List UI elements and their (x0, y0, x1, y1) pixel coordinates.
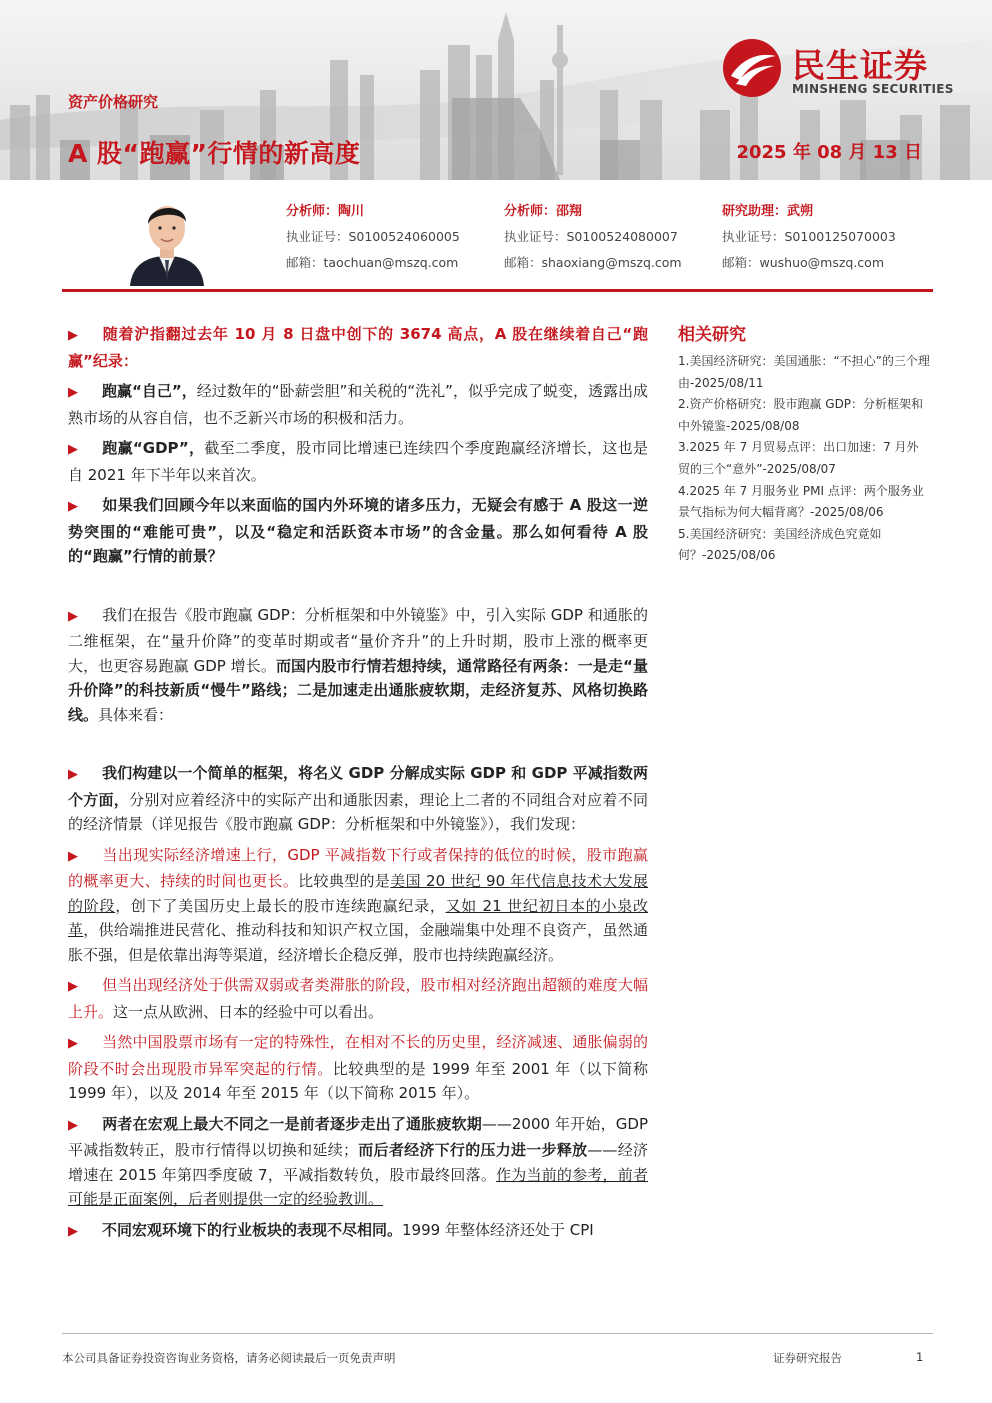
related-research-sidebar (678, 320, 930, 567)
paragraph-highlight: 当出现实际经济增速上行，GDP 平减指数下行或者保持的低位的时候，股市跑赢的概率更大、持续的时间也更长。 (68, 845, 648, 890)
summary-paragraph (68, 493, 648, 569)
paragraph-text: 这一点从欧洲、日本的经验中可以看出。 (113, 1002, 384, 1021)
analyst-card-1 (286, 200, 460, 279)
analyst-name: 研究助理：武朔 (722, 204, 814, 219)
analyst-email[interactable]: 邮箱：wushuo@mszq.com (722, 255, 885, 270)
analyst-email[interactable]: 邮箱：shaoxiang@mszq.com (504, 255, 682, 270)
triangle-right-icon: ▶ (68, 608, 78, 624)
report-type: 资产价格研究 (68, 93, 159, 111)
paragraph-lead: 不同宏观环境下的行业板块的表现不尽相同。 (102, 1220, 403, 1239)
spacer (68, 733, 648, 761)
paragraph-lead: 跑赢“自己”， (102, 382, 197, 400)
triangle-right-icon: ▶ (68, 848, 78, 864)
minsheng-logo (722, 38, 962, 102)
analyst-card-3 (722, 200, 896, 279)
paragraph-emphasis: 而后者经济下行的压力进一步释放 (357, 1141, 588, 1159)
paragraph-text: 1999 年整体经济还处于 CPI (402, 1220, 594, 1239)
triangle-right-icon: ▶ (68, 328, 78, 343)
underlined-text: 又如 21 世纪初日本的小泉改革 (68, 896, 648, 939)
logo-chinese-name: 民生证券 (792, 46, 928, 85)
underlined-text: 美国 20 世纪 90 年代信息技术大发展的阶段 (68, 872, 648, 915)
logo-english-name: MINSHENG SECURITIES (792, 82, 954, 96)
analyst-name: 分析师：陶川 (286, 204, 365, 219)
report-title: A 股“跑赢”行情的新高度 (68, 139, 361, 168)
related-research-link[interactable]: 3.2025 年 7 月贸易点评：出口加速：7 月外贸的三个“意外”-2025/08/07 (678, 440, 919, 476)
analyst-name: 分析师：邵翔 (504, 204, 583, 219)
triangle-right-icon: ▶ (68, 767, 78, 782)
paragraph-text: 随着沪指翻过去年 10 月 8 日盘中创下的 3674 高点，A 股在继续着自己“跑赢”纪录： (68, 325, 648, 370)
paragraph-text: 我们在报告《股市跑赢 GDP：分析框架和中外镜鉴》中，引入实际 GDP 和通胀的二维框架，在“量升价降”的变革时期或者“量价齐升”的上升时期，股市上涨的概率更大，也更容易跑赢 GDP 增长。 (68, 605, 648, 675)
body-paragraph (68, 1218, 648, 1245)
body-paragraph (68, 761, 648, 837)
report-date: 2025 年 08 月 13 日 (736, 142, 922, 163)
paragraph-text: 分别对应着经济中的实际产出和通胀因素，理论上二者的不同组合对应着不同的经济情景（详见报告《股市跑赢 GDP：分析框架和中外镜鉴》），我们发现： (68, 790, 648, 833)
analyst-license: 执业证号：S0100524060005 (286, 229, 460, 244)
related-research-heading: 相关研究 (678, 325, 746, 345)
analyst-license: 执业证号：S0100524080007 (504, 229, 678, 244)
paragraph-text: ，创下了美国历史上最长的股市连续跑赢纪录， (115, 896, 446, 915)
triangle-right-icon: ▶ (68, 499, 78, 514)
paragraph-lead: 两者在宏观上最大不同之一是前者逐步走出了通胀疲软期 (102, 1114, 482, 1133)
paragraph-text: ，供给端推进民营化、推动科技和知识产权立国，金融端集中处理不良资产，虽然通胀不强，但是依靠出海等渠道，经济增长企稳反弹，股市也持续跑赢经济。 (68, 921, 648, 964)
analyst-portrait-image (124, 190, 210, 286)
triangle-right-icon: ▶ (68, 1036, 78, 1051)
paragraph-highlight: 当然中国股票市场有一定的特殊性，在相对不长的历史里，经济减速、通胀偏弱的阶段不时会出现股市异军突起的行情。 (68, 1033, 648, 1078)
body-paragraph (68, 973, 648, 1024)
report-body (68, 322, 648, 1250)
analyst-email[interactable]: 邮箱：taochuan@mszq.com (286, 255, 459, 270)
body-paragraph (68, 1030, 648, 1106)
paragraph-text: 截至二季度，股市同比增速已连续四个季度跑赢经济增长，这也是自 2021 年下半年以来首次。 (68, 439, 648, 484)
summary-paragraph (68, 436, 648, 487)
header-banner (0, 0, 992, 180)
paragraph-emphasis: 而国内股市行情若想持续，通常路径有两条：一是走“量升价降”的科技新质“慢牛”路线；二是加速走出通胀疲软期，走经济复苏、风格切换路线。 (68, 656, 648, 724)
body-paragraph (68, 1112, 648, 1212)
paragraph-tail: 具体来看： (98, 705, 174, 724)
triangle-right-icon: ▶ (68, 442, 78, 457)
analyst-license: 执业证号：S0100125070003 (722, 229, 896, 244)
footer-divider (62, 1333, 933, 1334)
minsheng-logo-mark-icon (722, 38, 782, 98)
footer-report-label: 证券研究报告 (773, 1351, 842, 1365)
paragraph-text: ——经济增速在 2015 年第四季度破 7，平减指数转负，股市最终回落。 (68, 1141, 648, 1184)
related-research-link[interactable]: 4.2025 年 7 月服务业 PMI 点评：两个服务业景气指标为何大幅背离？-2025/08/06 (678, 483, 924, 520)
triangle-right-icon: ▶ (68, 1223, 78, 1239)
paragraph-lead: 跑赢“GDP”， (102, 439, 205, 457)
underlined-text: 作为当前的参考，前者可能是正面案例，后者则提供一定的经验教训。 (68, 1165, 648, 1208)
paragraph-highlight: 但当出现经济处于供需双弱或者类滞胀的阶段，股市相对经济跑出超额的难度大幅上升。 (68, 976, 648, 1021)
header-divider (62, 289, 933, 292)
spacer (68, 575, 648, 603)
analyst-photo (124, 190, 210, 286)
related-research-link[interactable]: 1.美国经济研究：美国通胀：“不担心”的三个理由-2025/08/11 (678, 354, 930, 390)
page-number: 1 (916, 1350, 924, 1364)
paragraph-text: 经过数年的“卧薪尝胆”和关税的“洗礼”，似乎完成了蜕变，透露出成熟市场的从容自信，也不乏新兴市场的积极和活力。 (68, 382, 649, 427)
summary-paragraph (68, 322, 648, 373)
paragraph-text: ——2000 年开始，GDP 平减指数转正，股市行情得以切换和延续； (68, 1114, 648, 1159)
paragraph-text: 比较典型的是 (298, 872, 391, 890)
triangle-right-icon: ▶ (68, 385, 78, 400)
paragraph-text: 如果我们回顾今年以来面临的国内外环境的诸多压力，无疑会有感于 A 股这一逆势突围的“难能可贵”，以及“稳定和活跃资本市场”的含金量。那么如何看待 A 股的“跑赢”行情的前景？ (68, 496, 648, 565)
related-research-link[interactable]: 5.美国经济研究：美国经济成色究竟如何？-2025/08/06 (678, 526, 882, 563)
footer-disclaimer: 本公司具备证券投资咨询业务资格，请务必阅读最后一页免责声明 (62, 1351, 396, 1365)
related-research-link[interactable]: 2.资产价格研究：股市跑赢 GDP：分析框架和中外镜鉴-2025/08/08 (678, 397, 924, 433)
summary-paragraph (68, 379, 648, 430)
triangle-right-icon: ▶ (68, 1117, 78, 1133)
body-paragraph (68, 603, 648, 728)
analyst-card-2 (504, 200, 682, 279)
body-paragraph (68, 843, 648, 968)
triangle-right-icon: ▶ (68, 979, 78, 994)
paragraph-text: 比较典型的是 1999 年至 2001 年（以下简称 1999 年），以及 2014 年至 2015 年（以下简称 2015 年）。 (68, 1059, 648, 1102)
paragraph-lead: 我们构建以一个简单的框架，将名义 GDP 分解成实际 GDP 和 GDP 平减指数两个方面， (68, 764, 648, 809)
